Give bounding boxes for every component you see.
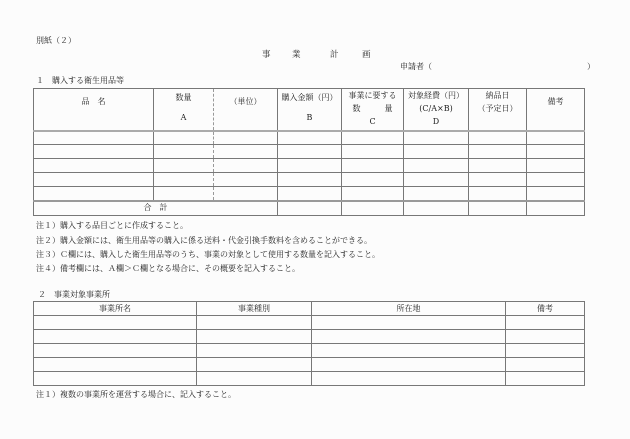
col-header-purchase-amount xyxy=(278,89,342,131)
col-header-location: 所在地 xyxy=(312,302,506,316)
total-remarks[interactable] xyxy=(527,201,585,216)
cell-quantity[interactable] xyxy=(154,159,214,173)
cell-delivery-date[interactable] xyxy=(469,159,527,173)
title-char: 業 xyxy=(292,50,301,60)
cell-unit[interactable] xyxy=(214,159,278,173)
cell-location[interactable] xyxy=(312,316,506,330)
cell-business-type[interactable] xyxy=(197,316,312,330)
cell-item-name[interactable] xyxy=(34,145,154,159)
cell-required-qty[interactable] xyxy=(342,131,404,145)
table-header-row xyxy=(34,89,585,131)
header-formula: (C/A×B) xyxy=(419,104,453,114)
cell-remarks[interactable] xyxy=(506,316,585,330)
cell-required-qty[interactable] xyxy=(342,173,404,187)
applicant-label: 申請者（ xyxy=(400,62,432,71)
col-header-delivery-date xyxy=(469,89,527,131)
header-label: 事業に要する xyxy=(348,91,397,101)
header-label: 数 量 xyxy=(352,104,393,114)
cell-required-qty[interactable] xyxy=(342,145,404,159)
cell-purchase-amount[interactable] xyxy=(278,159,342,173)
table-row xyxy=(34,145,585,159)
header-sub: D xyxy=(432,117,440,127)
header-label: 対象経費（円） xyxy=(408,91,464,101)
cell-purchase-amount[interactable] xyxy=(278,145,342,159)
table-header-row xyxy=(34,302,585,316)
attachment-label: 別紙（２） xyxy=(36,36,76,45)
header-label: 備考 xyxy=(547,97,564,106)
cell-business-type[interactable] xyxy=(197,358,312,372)
col-header-target-cost xyxy=(404,89,469,131)
header-label: 品 名 xyxy=(81,97,106,106)
cell-remarks[interactable] xyxy=(527,145,585,159)
total-purchase-amount[interactable] xyxy=(278,201,342,216)
section1-note: 注２）購入金額には、衛生用品等の購入に係る送料・代金引換手数料を含めることができる。 xyxy=(36,236,372,245)
applicant-field[interactable] xyxy=(440,62,580,72)
title-char: 画 xyxy=(362,50,371,60)
header-label: （単位） xyxy=(229,97,262,106)
table-row xyxy=(34,344,585,358)
table-row xyxy=(34,173,585,187)
table-row xyxy=(34,159,585,173)
cell-unit[interactable] xyxy=(214,187,278,201)
cell-location[interactable] xyxy=(312,330,506,344)
target-offices-table xyxy=(33,301,585,386)
cell-target-cost[interactable] xyxy=(404,145,469,159)
cell-target-cost[interactable] xyxy=(404,159,469,173)
table-row xyxy=(34,187,585,201)
table-row xyxy=(34,131,585,145)
cell-location[interactable] xyxy=(312,344,506,358)
cell-quantity[interactable] xyxy=(154,145,214,159)
header-sub: （予定日） xyxy=(477,104,518,113)
header-label: 購入金額（円） xyxy=(281,93,338,103)
cell-quantity[interactable] xyxy=(154,131,214,145)
cell-office-name[interactable] xyxy=(34,344,197,358)
cell-business-type[interactable] xyxy=(197,344,312,358)
section1-note: 注１）購入する品目ごとに作成すること。 xyxy=(36,221,188,230)
cell-item-name[interactable] xyxy=(34,131,154,145)
col-header-remarks: 備考 xyxy=(506,302,585,316)
cell-required-qty[interactable] xyxy=(342,159,404,173)
title-char: 計 xyxy=(330,50,339,60)
table-row xyxy=(34,316,585,330)
section1-note: 注４）備考欄には、Ａ欄＞Ｃ欄となる場合に、その概要を記入すること。 xyxy=(36,264,300,273)
cell-remarks[interactable] xyxy=(506,372,585,386)
col-header-unit xyxy=(214,89,278,131)
cell-remarks[interactable] xyxy=(527,187,585,201)
col-header-office-name: 事業所名 xyxy=(34,302,197,316)
total-row xyxy=(34,201,585,216)
cell-item-name[interactable] xyxy=(34,159,154,173)
cell-delivery-date[interactable] xyxy=(469,145,527,159)
cell-office-name[interactable] xyxy=(34,316,197,330)
total-delivery-date[interactable] xyxy=(469,201,527,216)
table-row xyxy=(34,330,585,344)
section1-heading: １ 購入する衛生用品等 xyxy=(36,76,124,85)
cell-purchase-amount[interactable] xyxy=(278,187,342,201)
cell-remarks[interactable] xyxy=(527,159,585,173)
col-header-quantity xyxy=(154,89,214,131)
cell-office-name[interactable] xyxy=(34,330,197,344)
table-row xyxy=(34,372,585,386)
cell-delivery-date[interactable] xyxy=(469,131,527,145)
cell-target-cost[interactable] xyxy=(404,131,469,145)
col-header-item-name xyxy=(34,89,154,131)
cell-business-type[interactable] xyxy=(197,330,312,344)
cell-purchase-amount[interactable] xyxy=(278,173,342,187)
cell-item-name[interactable] xyxy=(34,187,154,201)
col-header-required-qty xyxy=(342,89,404,131)
cell-remarks[interactable] xyxy=(506,330,585,344)
cell-unit[interactable] xyxy=(214,173,278,187)
total-target-cost[interactable] xyxy=(404,201,469,216)
total-label: 合 計 xyxy=(34,201,278,216)
cell-purchase-amount[interactable] xyxy=(278,131,342,145)
section2-heading: ２ 事業対象事業所 xyxy=(38,290,110,299)
applicant-close: ） xyxy=(587,62,595,71)
col-header-remarks xyxy=(527,89,585,131)
cell-quantity[interactable] xyxy=(154,173,214,187)
cell-remarks[interactable] xyxy=(506,344,585,358)
total-required-qty[interactable] xyxy=(342,201,404,216)
col-header-business-type: 事業種別 xyxy=(197,302,312,316)
cell-location[interactable] xyxy=(312,372,506,386)
header-sub: B xyxy=(306,113,313,123)
cell-location[interactable] xyxy=(312,358,506,372)
cell-item-name[interactable] xyxy=(34,173,154,187)
cell-remarks[interactable] xyxy=(527,131,585,145)
cell-business-type[interactable] xyxy=(197,372,312,386)
table-row xyxy=(34,358,585,372)
cell-required-qty[interactable] xyxy=(342,187,404,201)
cell-delivery-date[interactable] xyxy=(469,173,527,187)
header-sub: A xyxy=(180,113,187,123)
cell-office-name[interactable] xyxy=(34,372,197,386)
cell-remarks[interactable] xyxy=(527,173,585,187)
cell-target-cost[interactable] xyxy=(404,187,469,201)
cell-target-cost[interactable] xyxy=(404,173,469,187)
cell-quantity[interactable] xyxy=(154,187,214,201)
title-char: 事 xyxy=(262,50,271,60)
section2-note: 注１）複数の事業所を運営する場合に、記入すること。 xyxy=(36,390,236,399)
cell-unit[interactable] xyxy=(214,131,278,145)
cell-unit[interactable] xyxy=(214,145,278,159)
cell-office-name[interactable] xyxy=(34,358,197,372)
header-label: 数量 xyxy=(175,93,192,103)
section1-note: 注３）Ｃ欄には、購入した衛生用品等のうち、事業の対象として使用する数量を記入すること。 xyxy=(36,250,380,259)
header-sub: C xyxy=(369,117,376,127)
header-label: 納品日 xyxy=(485,91,510,100)
cell-delivery-date[interactable] xyxy=(469,187,527,201)
cell-remarks[interactable] xyxy=(506,358,585,372)
purchase-items-table xyxy=(33,88,585,216)
